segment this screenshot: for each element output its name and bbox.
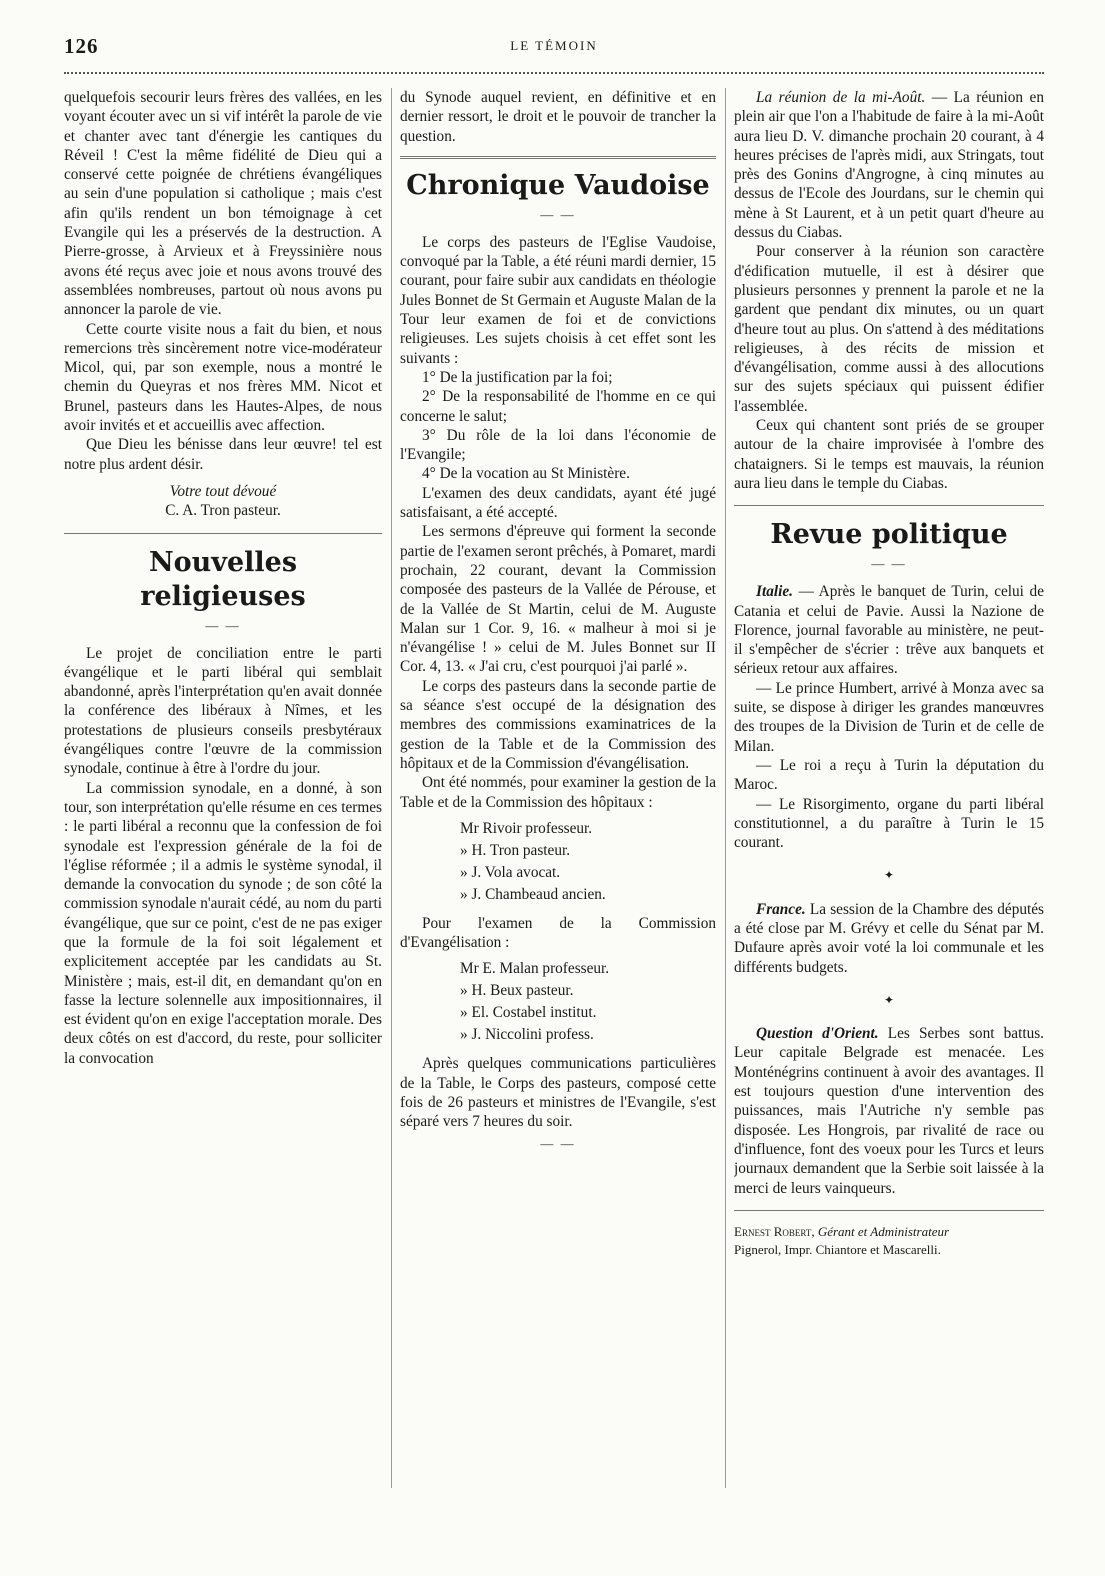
paragraph: Ont été nommés, pour examiner la gestion de la Table et de la Commission des hôpitaux : [400, 774, 716, 811]
paragraph [734, 1024, 1044, 1198]
list-item: 4° De la vocation au St Ministère. [422, 465, 630, 483]
end-dash: — — [540, 1135, 576, 1151]
paragraph: — Le Risorgimento, organe du parti libéral constitutionnel, a du paraître à Turin le 15 courant. [734, 795, 1044, 852]
imprint [734, 1223, 1044, 1259]
section-title: Revue politique [770, 519, 1008, 551]
committee-list [460, 818, 716, 906]
paragraph: Le corps des pasteurs de l'Eglise Vaudoise, convoqué par la Table, a été réuni mardi dernier, 15 courant, pour faire subir aux candidats en théologie Jules Bonnet de St Germain et Auguste Malan de la Tour leur examen de foi et de convictions religieuses. Les sujets choisis à cet effet sont les suivants : [400, 233, 716, 367]
paragraph-text: La session de la Chambre des députés a été close par M. Grévy et celle du Sénat par M. Dufaure après avoir voté la loi communale et les différents budgets. [734, 900, 1044, 976]
footer-rule [734, 1210, 1044, 1211]
paragraph-lead: La réunion de la mi-Août. [756, 89, 926, 106]
list-item: 1° De la justification par la foi; [422, 368, 613, 386]
paragraph: — Le roi a reçu à Turin la députation du Maroc. [734, 756, 1044, 794]
list-item: Mr E. Malan professeur. [460, 960, 610, 978]
section-title: Nouvelles religieuses [140, 546, 306, 612]
paragraph: Cette courte visite nous a fait du bien, et nous remercions très sincèrement notre vice-modérateur Micol, qui, par son exemple, nous a montré le chemin du Queyras et nos frères MM. Nicot et Brunel, pasteurs dans les Hautes-Alpes, de nous avoir invités et et accueillis avec affection. [64, 320, 382, 435]
paragraph: Le projet de conciliation entre le parti évangélique et le parti libéral qui semblait abandonné, après l'interprétation qu'en avait donnée la conférence des libéraux à Nîmes, et les protestations de plusieurs conseils presbytéraux évangéliques contre l'œuvre de la commission synodale, continue à être à l'ordre du jour. [64, 644, 382, 778]
printer-line: Pignerol, Impr. Chiantore et Mascarelli. [734, 1241, 941, 1257]
paragraph: du Synode auquel revient, en définitive et en dernier ressort, le droit et le pouvoir de trancher la question. [400, 89, 716, 145]
publisher-name: Ernest Robert, [734, 1223, 815, 1239]
section-rule [400, 156, 716, 159]
subject-list [400, 368, 716, 484]
list-item: » El. Costabel institut. [460, 1004, 597, 1022]
header-rule [64, 72, 1044, 74]
publisher-role: Gérant et Administrateur [814, 1223, 950, 1239]
paragraph-text: — Après le banquet de Turin, celui de Catania et celui de Pavie. Aussi la Nazione de Florence, journal favorable au ministère, ne peut-il s'empêcher de s'écrier : trêve aux banquets et sérieux retour aux affaires. [734, 583, 1044, 678]
page-number: 126 [64, 34, 99, 58]
title-dash: — — [205, 617, 241, 633]
column-3 [734, 88, 1044, 1558]
list-item: » H. Beux pasteur. [460, 982, 574, 1000]
list-item: » J. Chambeaud ancien. [460, 885, 606, 903]
journal-title: LE TÉMOIN [510, 38, 598, 53]
section-rule [734, 505, 1044, 506]
paragraph [734, 582, 1044, 678]
publisher-line [734, 1223, 1044, 1241]
list-item: 3° Du rôle de la loi dans l'économie de l'Evangile; [400, 426, 716, 464]
star-separator: ✦ [883, 868, 895, 883]
paragraph-text: Les Serbes sont battus. Leur capitale Belgrade est menacée. Les Monténégrins continuent à avoir des avantages. Il est toujours question d'une intervention des puissances, mais l'Autriche n'y semble pas disposée. Les Hongrois, par rivalité de race ou d'influence, font des voeux pour les Turcs et leurs journaux demandent que la Serbie soit laissée à la merci de leurs vainqueurs. [734, 1025, 1044, 1197]
section-rule [64, 533, 382, 534]
signature-name: C. A. Tron pasteur. [165, 502, 281, 520]
list-item: Mr Rivoir professeur. [460, 819, 593, 837]
column-1 [64, 88, 382, 1558]
column-divider [391, 88, 392, 1488]
title-dash: — — [540, 206, 576, 222]
paragraph: L'examen des deux candidats, ayant été jugé satisfaisant, a été accepté. [400, 484, 716, 522]
paragraph: Pour conserver à la réunion son caractère d'édification mutuelle, il est à désirer que plusieurs personnes y prennent la parole et ne la gardent que pendant dix minutes, ou un quart d'heure tout au plus. On s'attend à des méditations religieuses, à des récits de mission et d'évangélisation, comme aussi à des allocutions sur des sujets spéciaux qui puissent édifier l'assemblée. [734, 243, 1044, 415]
page-header [64, 34, 1044, 64]
committee-list [460, 958, 716, 1046]
list-item: » H. Tron pasteur. [460, 841, 571, 859]
list-item: » J. Vola avocat. [460, 863, 561, 881]
paragraph-lead: Italie. [756, 583, 793, 601]
paragraph-lead: Question d'Orient. [756, 1025, 879, 1043]
paragraph: Ceux qui chantent sont priés de se grouper autour de la chaire improvisée à l'ombre des chataigners. Si le temps est mauvais, la réunion aura lieu dans le temple du Ciabas. [734, 417, 1044, 492]
star-separator: ✦ [883, 992, 895, 1007]
paragraph-text: — La réunion en plein air que l'on a l'habitude de faire à la mi-Août aura lieu D. V. dimanche prochain 20 courant, à 4 heures précises de l'après midi, aux Stringats, tout près des Gonins d'Angrogne, à cinq minutes au dessus de l'Ecole des Jourdans, sur le chemin qui mène à St Laurent, et à un petit quart d'heure au dessus du Ciabas. [734, 89, 1044, 242]
paragraph: La commission synodale, en a donné, à son tour, son interprétation qu'elle résume en ces termes : le parti libéral a reconnu que la confession de foi synodale est l'expression générale de la foi de l'église réformée ; il a admis le système synodal, il demande la convocation du synode ; de son côté la commission synodale n'aurait cédé, au nom du parti évangélique, que sur ce point, c'est de ne pas exiger que la formule de la foi soit légalement et explicitement acceptée par les candidats au St. Ministère ; mais, est-il dit, en demandant qu'on en fasse la lecture solennelle aux impositionnaires, il est évident qu'on en exige l'acceptation morale. Des deux côtés on est d'accord, du reste, pour solliciter la convocation [64, 779, 382, 1067]
column-2 [400, 88, 716, 1558]
signature-closing: Votre tout dévoué [169, 482, 277, 500]
paragraph [734, 900, 1044, 977]
column-divider [725, 88, 726, 1488]
paragraph: — Le prince Humbert, arrivé à Monza avec sa suite, se dispose à diriger les grandes manœuvres des troupes de la Division de Turin et de celle de Milan. [734, 679, 1044, 755]
paragraph [734, 88, 1044, 242]
paragraph: Le corps des pasteurs dans la seconde partie de sa séance s'est occupé de la désignation des membres des commissions examinatrices de la gestion de la Table et de la Commission des hôpitaux et de la Commission d'évangélisation. [400, 677, 716, 772]
paragraph: quelquefois secourir leurs frères des vallées, en les voyant écouter avec un si vif intérêt la parole de vie et chanter avec tant d'énergie les cantiques du Réveil ! C'est la même fidélité de Dieu qui a conservé cette poignée de chrétiens évangéliques au sein d'une population si catholique ; mais c'est afin qu'ils rendent un bon témoignage à cet Evangile qui les a préservés de la destruction. A Pierre-grosse, à Arvieux et à Freyssinière nous avons été reçus avec joie et nous avons trouvé des assemblées nombreuses, partout où nous avons pu annoncer la parole de vie. [64, 89, 382, 319]
list-item: » J. Niccolini profess. [460, 1026, 594, 1044]
paragraph: Les sermons d'épreuve qui forment la seconde partie de l'examen seront prêchés, à Pomaret, mardi prochain, 22 courant, devant la Commission composée des pasteurs de la Vallée de Pérouse, et de la Vallée de St Martin, celui de M. Auguste Malan sur 1 Cor. 9, 16. « malheur à moi si je n'évangélise ! » celui de M. Jules Bonnet sur II Cor. 4, 13. « J'ai cru, c'est pourquoi j'ai parlé ». [400, 523, 716, 676]
paragraph-lead: France. [756, 900, 806, 918]
paragraph: Pour l'examen de la Commission d'Evangélisation : [400, 914, 716, 952]
section-title: Chronique Vaudoise [406, 169, 710, 201]
title-dash: — — [871, 556, 907, 572]
paragraph: Que Dieu les bénisse dans leur œuvre! tel est notre plus ardent désir. [64, 436, 382, 473]
paragraph: Après quelques communications particulières de la Table, le Corps des pasteurs, composé cette fois de 26 pasteurs et ministres de l'Evangile, s'est séparé vers 7 heures du soir. [400, 1055, 716, 1131]
list-item: 2° De la responsabilité de l'homme en ce qui concerne le salut; [400, 388, 716, 425]
